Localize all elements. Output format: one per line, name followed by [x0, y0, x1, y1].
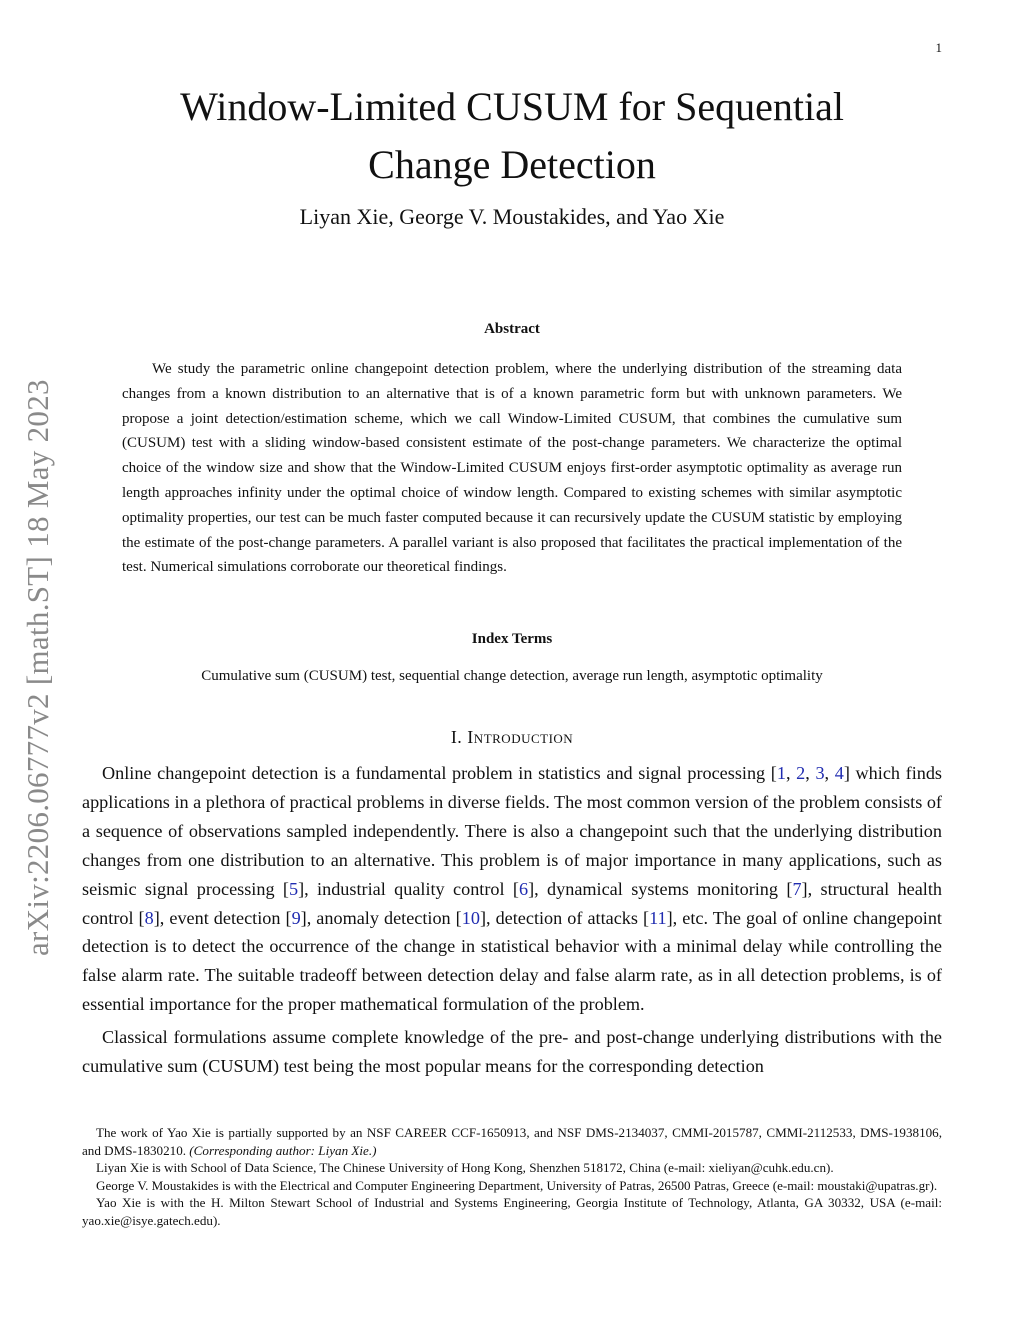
paragraph-text: ], dynamical systems monitoring [ [528, 878, 793, 899]
page-number: 1 [935, 40, 942, 55]
citation-link-6[interactable]: 6 [518, 878, 529, 899]
citation-link-1[interactable]: 1 [776, 763, 786, 783]
author-list: Liyan Xie, George V. Moustakides, and Yao Xie [299, 204, 725, 229]
paragraph-text: ], structural health control [ [82, 878, 943, 928]
citation-link-7[interactable]: 7 [792, 878, 802, 899]
citation-separator: , [785, 763, 797, 783]
paper-title [100, 78, 924, 194]
footnotes [82, 1124, 942, 1230]
citation-separator: , [805, 763, 816, 783]
footnote-affiliation-liyan-xie: Liyan Xie is with School of Data Science, The Chinese University of Hong Kong, Shenzhen 518172, China (e-mail: xieliyan@cuhk.edu.cn). [96, 1160, 834, 1176]
paragraph-text: ], etc. The goal of online changepoint detection is to detect the occurrence of the change in statistical behavior with a minimal delay while controlling the false alarm rate. The suitable tradeoff between detection delay and false alarm rate, as in all detection problems, is of essential importance for the proper mathematical formulation of the problem. [82, 907, 942, 1015]
footnote-affiliation-george-moustakides: George V. Moustakides is with the Electrical and Computer Engineering Department, University of Patras, 26500 Patras, Greece (e-mail: moustaki@upatras.gr). [96, 1177, 938, 1193]
footnote-affiliation-yao-xie: Yao Xie is with the H. Milton Stewart School of Industrial and Systems Engineering, Georgia Institute of Technology, Atlanta, GA 30332, USA (e-mail: yao.xie@isye.gatech.edu). [82, 1195, 942, 1228]
citation-link-9[interactable]: 9 [291, 907, 301, 928]
citation-link-5[interactable]: 5 [288, 878, 299, 899]
introduction-body [82, 759, 942, 1085]
citation-separator: , [824, 763, 835, 783]
section-heading-introduction: I. Introduction [450, 727, 574, 747]
citation-link-4[interactable]: 4 [834, 763, 844, 783]
title-line-1: Window-Limited CUSUM for Sequential [180, 84, 844, 129]
title-line-2: Change Detection [368, 142, 656, 187]
introduction-paragraph-1 [82, 759, 942, 1019]
footnote-funding-text: The work of Yao Xie is partially supported by an NSF CAREER CCF-1650913, and NSF DMS-2134037, CMMI-2015787, CMMI-2112533, DMS-1938106, and DMS-1830210. [82, 1125, 942, 1158]
paragraph-text: ], event detection [ [153, 907, 292, 928]
paragraph-text: ], industrial quality control [ [298, 878, 519, 899]
paragraph-text: Online changepoint detection is a fundamental problem in statistics and signal processing [ [102, 763, 777, 783]
abstract-heading: Abstract [484, 321, 540, 337]
citation-link-2[interactable]: 2 [796, 763, 806, 783]
index-terms-body: Cumulative sum (CUSUM) test, sequential change detection, average run length, asymptotic optimality [201, 668, 823, 684]
introduction-paragraph-2: Classical formulations assume complete knowledge of the pre- and post-change underlying distributions with the cumulative sum (CUSUM) test being the most popular means for the corresponding detection [82, 1027, 942, 1077]
citation-link-3[interactable]: 3 [815, 763, 825, 783]
paragraph-text: ] which finds applications in a plethora of practical problems in diverse fields. The most common version of the problem consists of a sequence of observations sampled independently. There is also a changepoint such that the underlying distribution changes from one distribution to an alternative. This problem is of major importance in many applications, such as seismic signal processing [ [82, 763, 943, 899]
citation-link-11[interactable]: 11 [649, 907, 667, 928]
citation-link-8[interactable]: 8 [144, 907, 154, 928]
corresponding-author-note: (Corresponding author: Liyan Xie.) [189, 1142, 377, 1158]
footnote-funding [82, 1124, 942, 1159]
paragraph-text: ], detection of attacks [ [479, 907, 650, 928]
index-terms-heading: Index Terms [471, 631, 553, 647]
paragraph-text: ], anomaly detection [ [300, 907, 462, 928]
arxiv-identifier-stamp: arXiv:2206.06777v2 [math.ST] 18 May 2023 [20, 379, 55, 956]
abstract-body: We study the parametric online changepoint detection problem, where the underlying distribution of the streaming data changes from a known distribution to an alternative that is of a known parametric form but with unknown parameters. We propose a joint detection/estimation scheme, which we call Window-Limited CUSUM, that combines the cumulative sum (CUSUM) test with a sliding window-based consistent estimate of the post-change parameters. We characterize the optimal choice of the window size and show that the Window-Limited CUSUM enjoys first-order asymptotic optimality as average run length approaches infinity under the optimal choice of window length. Compared to existing schemes with similar asymptotic optimality properties, our test can be much faster computed because it can recursively update the CUSUM statistic by employing the estimate of the post-change parameters. A parallel variant is also proposed that facilitates the practical implementation of the test. Numerical simulations corroborate our theoretical findings. [122, 361, 902, 576]
citation-link-10[interactable]: 10 [461, 907, 480, 928]
